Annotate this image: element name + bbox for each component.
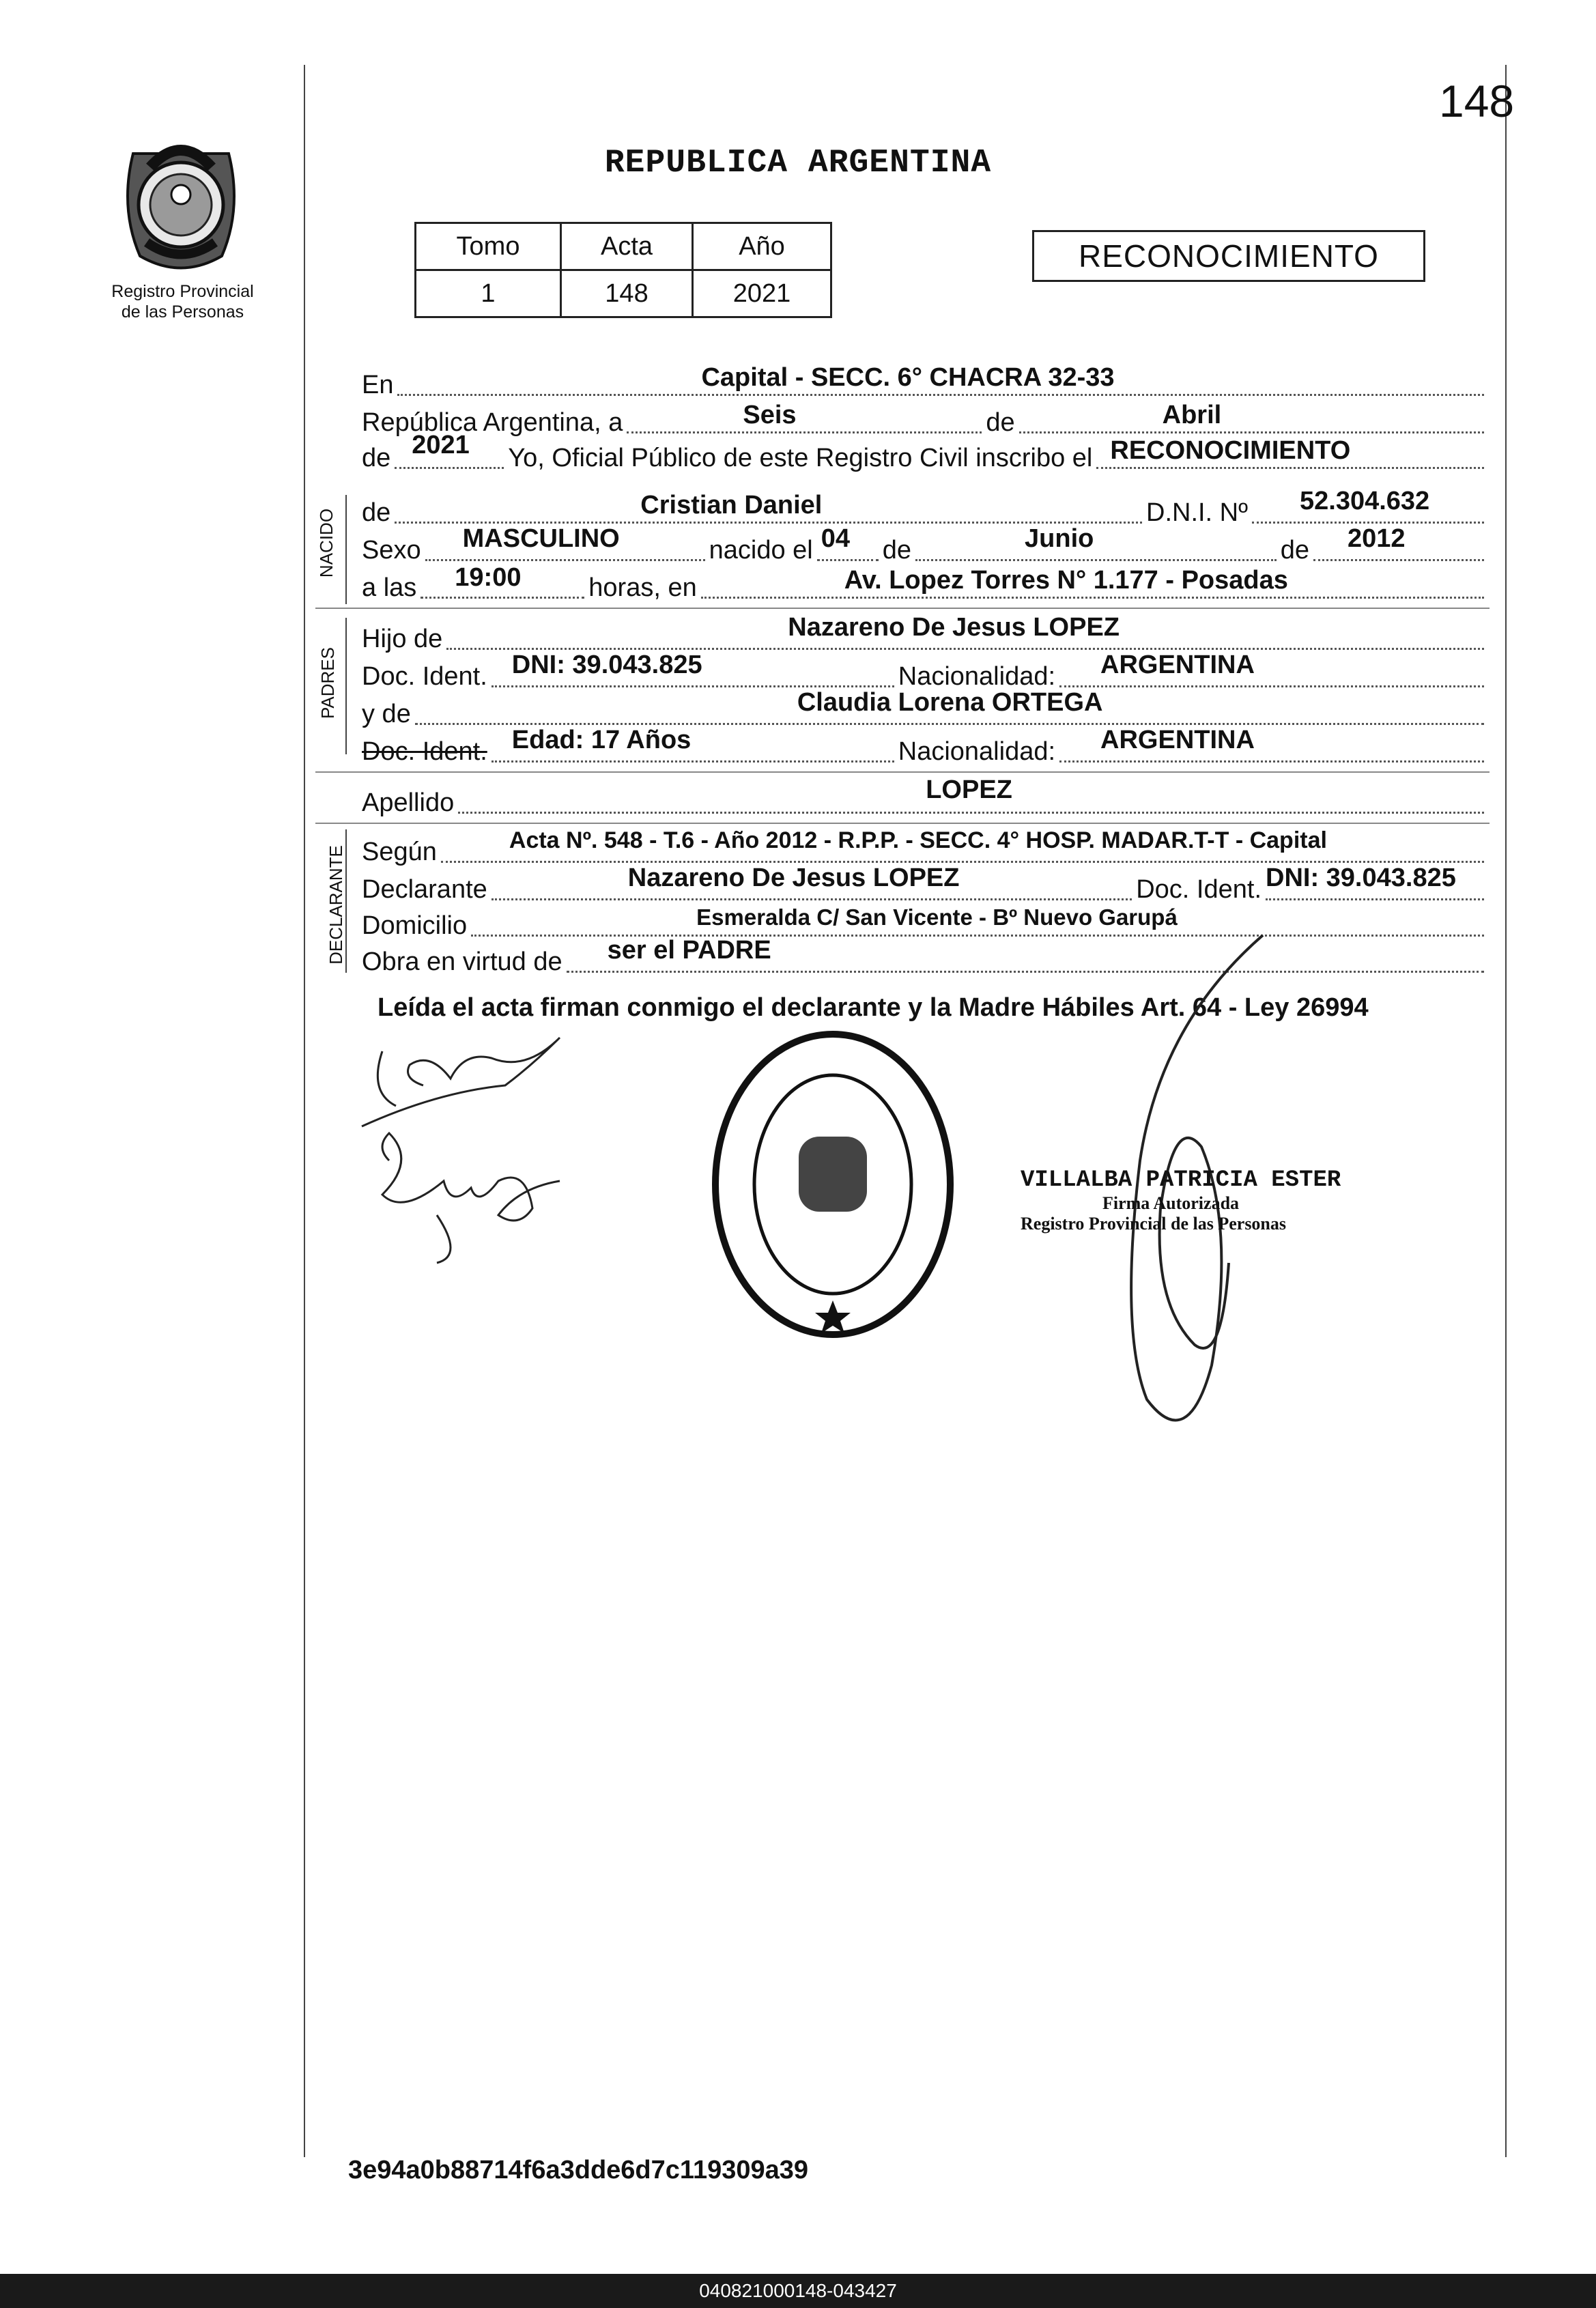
name-label: de bbox=[362, 498, 391, 527]
registrar-name: VILLALBA PATRICIA ESTER bbox=[1021, 1167, 1341, 1193]
seal-caption bbox=[89, 281, 276, 322]
form-row-time bbox=[362, 563, 1488, 603]
father-nat-value: ARGENTINA bbox=[1100, 651, 1255, 679]
declarant-doc-value: DNI: 39.043.825 bbox=[1266, 864, 1456, 892]
table-value-acta: 148 bbox=[561, 270, 693, 317]
republic-label: República Argentina, a bbox=[362, 408, 623, 437]
time-value: 19:00 bbox=[455, 563, 522, 592]
officer-text: Yo, Oficial Público de este Registro Civil inscribo el bbox=[508, 444, 1093, 472]
declarant-signature bbox=[355, 1010, 580, 1133]
seal-caption-line1: Registro Provincial bbox=[111, 282, 254, 301]
born-day: 04 bbox=[821, 524, 851, 553]
form-row-mother-doc bbox=[362, 726, 1488, 767]
official-stamp bbox=[710, 1027, 956, 1341]
page-number: 148 bbox=[1439, 76, 1515, 126]
mother-nat-value: ARGENTINA bbox=[1100, 726, 1255, 754]
table-header-acta: Acta bbox=[561, 223, 693, 270]
birthplace-value: Av. Lopez Torres N° 1.177 - Posadas bbox=[844, 566, 1288, 595]
according-label: Según bbox=[362, 838, 437, 866]
born-month-label: de bbox=[882, 536, 912, 565]
hours-label: horas, en bbox=[588, 573, 697, 602]
form-row-address bbox=[362, 904, 1488, 941]
place-label: En bbox=[362, 371, 394, 399]
form-row-according bbox=[362, 827, 1488, 867]
month-label: de bbox=[986, 408, 1015, 437]
address-label: Domicilio bbox=[362, 911, 468, 940]
registrar-office: Registro Provincial de las Personas bbox=[1021, 1214, 1287, 1234]
mother-doc-value: Edad: 17 Años bbox=[511, 726, 692, 754]
left-margin-line bbox=[304, 65, 305, 2157]
form-row-declarant bbox=[362, 864, 1488, 904]
declarant-label: Declarante bbox=[362, 875, 487, 904]
document-hash: 3e94a0b88714f6a3dde6d7c119309a39 bbox=[348, 2156, 809, 2184]
registrar-block bbox=[1021, 1167, 1341, 1234]
record-table bbox=[414, 222, 832, 318]
sex-label: Sexo bbox=[362, 536, 421, 565]
declarant-doc-label: Doc. Ident. bbox=[1136, 875, 1262, 904]
year-value: 2021 bbox=[412, 431, 470, 459]
father-nat-label: Nacionalidad: bbox=[898, 662, 1056, 691]
mother-label: y de bbox=[362, 700, 411, 728]
born-year: 2012 bbox=[1348, 524, 1406, 553]
form-row-father-doc bbox=[362, 651, 1488, 692]
form-row-mother bbox=[362, 688, 1488, 729]
section-divider-declarant bbox=[345, 829, 347, 973]
mother-value: Claudia Lorena ORTEGA bbox=[797, 688, 1103, 717]
table-header-tomo: Tomo bbox=[416, 223, 561, 270]
section-label-parents: PADRES bbox=[317, 647, 338, 719]
address-value: Esmeralda C/ San Vicente - Bº Nuevo Garupá bbox=[696, 904, 1178, 930]
separator-line bbox=[315, 608, 1490, 609]
form-row-surname bbox=[362, 775, 1488, 818]
name-value: Cristian Daniel bbox=[640, 491, 823, 519]
closing-statement: Leída el acta firman conmigo el declarante y la Madre Hábiles Art. 64 - Ley 26994 bbox=[377, 993, 1369, 1022]
dni-value: 52.304.632 bbox=[1300, 487, 1430, 515]
section-divider-born bbox=[345, 495, 347, 604]
born-label: nacido el bbox=[709, 536, 813, 565]
year-label: de bbox=[362, 444, 391, 472]
form-row-name bbox=[362, 487, 1488, 528]
mother-signature bbox=[362, 1120, 580, 1270]
form-row-father bbox=[362, 613, 1488, 654]
right-margin-line bbox=[1505, 65, 1507, 2157]
acting-label: Obra en virtud de bbox=[362, 948, 562, 976]
section-label-born: NACIDO bbox=[316, 508, 337, 578]
father-doc-label: Doc. Ident. bbox=[362, 662, 487, 691]
section-label-declarant: DECLARANTE bbox=[325, 845, 346, 965]
table-value-tomo: 1 bbox=[416, 270, 561, 317]
born-month: Junio bbox=[1025, 524, 1094, 553]
form-row-sex bbox=[362, 524, 1488, 565]
form-row-acting bbox=[362, 936, 1488, 977]
surname-value: LOPEZ bbox=[926, 775, 1012, 804]
father-doc-value: DNI: 39.043.825 bbox=[511, 651, 702, 679]
father-label: Hijo de bbox=[362, 625, 443, 653]
mother-doc-label: Doc. Ident. bbox=[362, 737, 487, 766]
inscription-value: RECONOCIMIENTO bbox=[1110, 436, 1351, 465]
sex-value: MASCULINO bbox=[462, 524, 620, 553]
table-value-ano: 2021 bbox=[693, 270, 831, 317]
born-year-label: de bbox=[1280, 536, 1309, 565]
according-value: Acta Nº. 548 - T.6 - Año 2012 - R.P.P. - SECC. 4° HOSP. MADAR.T-T - Capital bbox=[509, 827, 1327, 853]
time-label: a las bbox=[362, 573, 417, 602]
surname-label: Apellido bbox=[362, 788, 455, 817]
table-header-ano: Año bbox=[693, 223, 831, 270]
father-value: Nazareno De Jesus LOPEZ bbox=[788, 613, 1120, 642]
mother-nat-label: Nacionalidad: bbox=[898, 737, 1056, 766]
declarant-value: Nazareno De Jesus LOPEZ bbox=[627, 864, 960, 892]
record-type-box: RECONOCIMIENTO bbox=[1032, 230, 1425, 282]
form-row-date bbox=[362, 401, 1488, 438]
section-divider-parents bbox=[345, 618, 347, 754]
day-value: Seis bbox=[743, 401, 797, 429]
registrar-role: Firma Autorizada bbox=[1102, 1193, 1240, 1213]
acting-value: ser el PADRE bbox=[607, 936, 771, 965]
footer-code: 040821000148-043427 bbox=[0, 2274, 1596, 2308]
seal-caption-line2: de las Personas bbox=[121, 302, 244, 322]
dni-label: D.N.I. Nº bbox=[1146, 498, 1248, 527]
place-value: Capital - SECC. 6° CHACRA 32-33 bbox=[701, 363, 1115, 392]
form-row-inscription bbox=[362, 431, 1488, 473]
month-value: Abril bbox=[1162, 401, 1222, 429]
form-row-place bbox=[362, 363, 1488, 400]
separator-line bbox=[315, 823, 1490, 824]
separator-line bbox=[315, 771, 1490, 773]
page-title: REPUBLICA ARGENTINA bbox=[604, 145, 992, 182]
